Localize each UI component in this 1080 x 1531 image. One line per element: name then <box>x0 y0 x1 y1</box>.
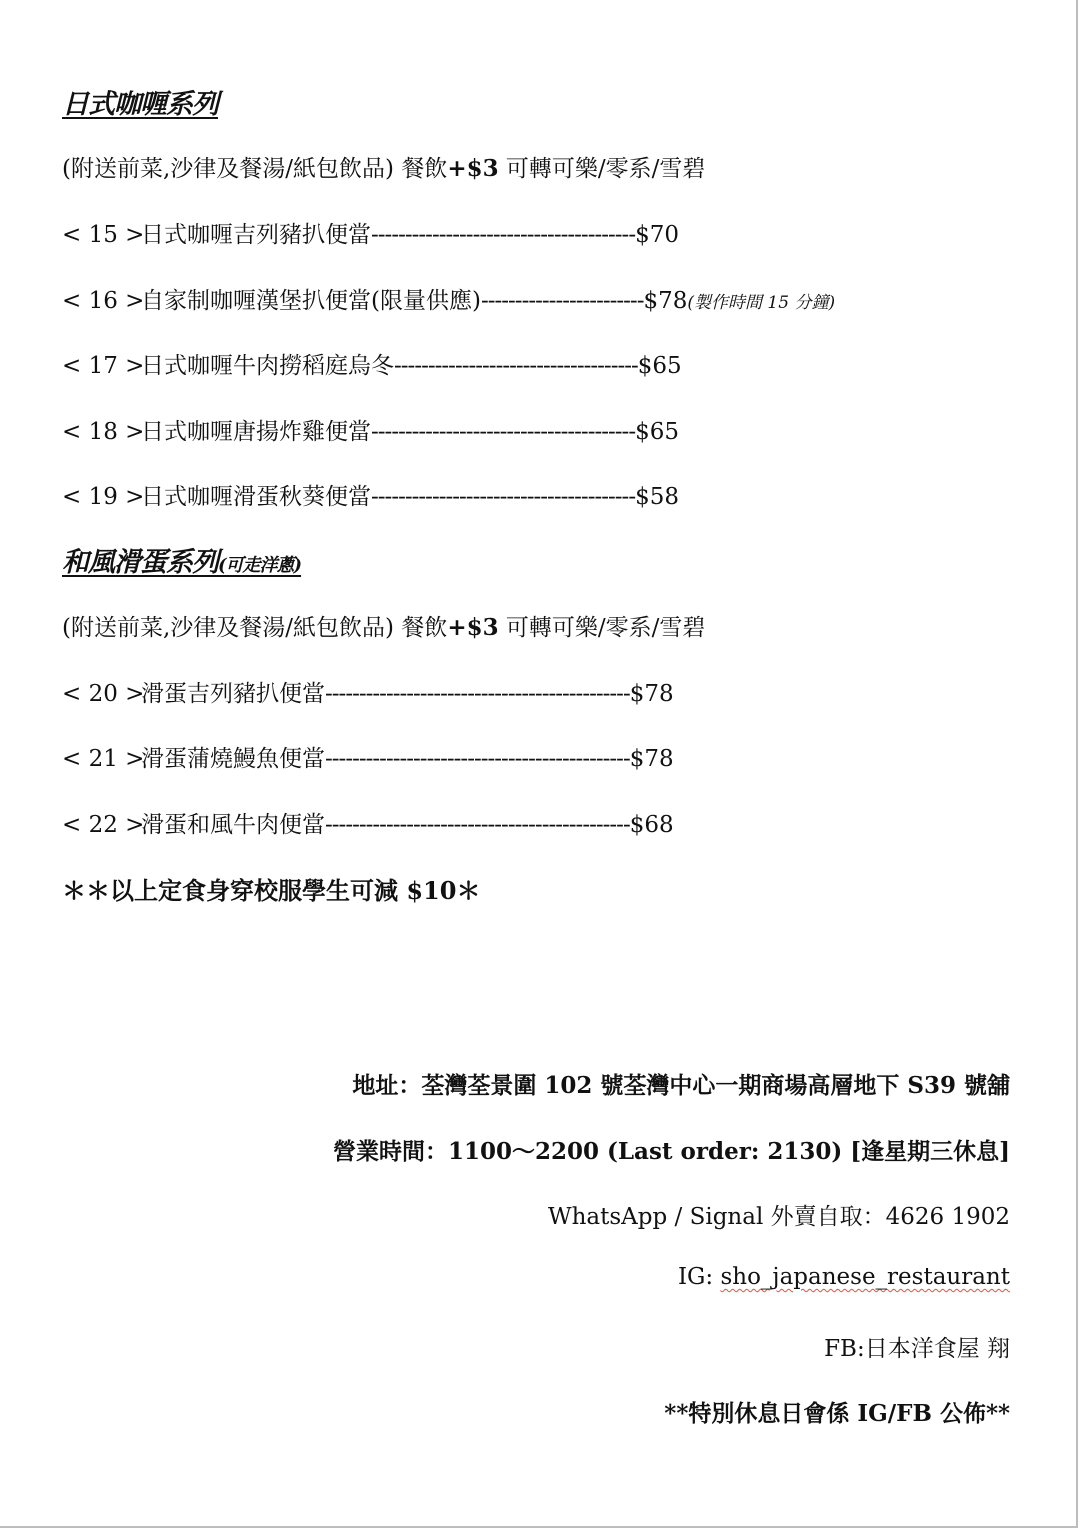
note-drink-surcharge: +$3 <box>447 614 499 641</box>
menu-item <box>62 216 679 249</box>
opening-hours: 營業時間：1100～2200 (Last order: 2130) [逢星期三休息] <box>332 1138 1010 1165</box>
item-leader: --------------------------------------------- <box>325 746 630 772</box>
item-number: < 19 > <box>62 484 145 510</box>
item-price: $78 <box>629 681 674 707</box>
student-discount-note: ＊＊以上定食身穿校服學生可減 $10＊ <box>62 876 481 905</box>
item-name: 滑蛋和風牛肉便當 <box>141 812 325 838</box>
item-price: $65 <box>637 353 682 379</box>
note-suffix: 可轉可樂/零系/雪碧 <box>498 615 706 641</box>
item-price: $78 <box>643 288 688 314</box>
item-name: 滑蛋蒲燒鰻魚便當 <box>141 746 325 772</box>
item-name: 滑蛋吉列豬扒便當 <box>141 681 325 707</box>
section-title-note: (可走洋蔥) <box>218 555 302 576</box>
section-note-curry <box>62 150 705 183</box>
menu-item <box>62 413 679 446</box>
item-number: < 18 > <box>62 419 145 445</box>
item-leader: --------------------------------------------- <box>325 681 630 707</box>
item-number: < 22 > <box>62 812 145 838</box>
ig-label: IG: <box>677 1264 721 1290</box>
menu-item <box>62 675 674 708</box>
section-title-egg <box>62 540 301 579</box>
whatsapp-contact: WhatsApp / Signal 外賣自取：4626 1902 <box>547 1204 1010 1230</box>
item-number: < 16 > <box>62 288 145 314</box>
item-number: < 21 > <box>62 746 145 772</box>
item-name: 日式咖喱吉列豬扒便當 <box>141 222 371 248</box>
menu-item <box>62 740 674 773</box>
item-price: $65 <box>635 419 679 445</box>
special-closure-note: **特別休息日會係 IG/FB 公佈** <box>664 1400 1010 1427</box>
item-name: 自家制咖喱漢堡扒便當(限量供應) <box>141 288 481 314</box>
section-title-text: 日式咖喱系列 <box>62 89 218 120</box>
note-suffix: 可轉可樂/零系/雪碧 <box>498 156 706 182</box>
item-leader: --------------------------------------- <box>371 222 636 248</box>
item-prep-time: (製作時間 15 分鐘) <box>687 293 836 313</box>
section-title-text: 和風滑蛋系列 <box>62 547 218 578</box>
item-name: 日式咖喱唐揚炸雞便當 <box>141 419 371 445</box>
section-note-egg <box>62 609 705 642</box>
item-price: $68 <box>629 812 674 838</box>
note-drink-surcharge: +$3 <box>447 155 499 182</box>
item-leader: ------------------------ <box>480 288 644 314</box>
menu-item <box>62 806 674 839</box>
item-leader: ------------------------------------ <box>394 353 638 379</box>
item-number: < 17 > <box>62 353 145 379</box>
menu-item <box>62 282 835 315</box>
item-leader: --------------------------------------------- <box>325 812 630 838</box>
facebook-page: FB:日本洋食屋 翔 <box>824 1336 1010 1362</box>
item-number: < 20 > <box>62 681 145 707</box>
item-price: $70 <box>635 222 679 248</box>
ig-username: sho_japanese_restaurant <box>720 1264 1010 1290</box>
menu-item <box>62 347 682 380</box>
item-name: 日式咖喱滑蛋秋葵便當 <box>141 484 371 510</box>
item-price: $78 <box>629 746 674 772</box>
note-prefix: (附送前菜,沙律及餐湯/紙包飲品) 餐飲 <box>62 156 448 182</box>
item-name: 日式咖喱牛肉撈稻庭烏冬 <box>141 353 394 379</box>
menu-item <box>62 478 679 511</box>
note-prefix: (附送前菜,沙律及餐湯/紙包飲品) 餐飲 <box>62 615 448 641</box>
address: 地址：荃灣荃景圍 102 號荃灣中心一期商場高層地下 S39 號舖 <box>352 1072 1010 1099</box>
instagram-handle <box>678 1264 1010 1290</box>
item-leader: --------------------------------------- <box>371 484 636 510</box>
section-title-curry <box>62 82 218 121</box>
item-price: $58 <box>635 484 679 510</box>
item-number: < 15 > <box>62 222 145 248</box>
item-leader: --------------------------------------- <box>371 419 636 445</box>
